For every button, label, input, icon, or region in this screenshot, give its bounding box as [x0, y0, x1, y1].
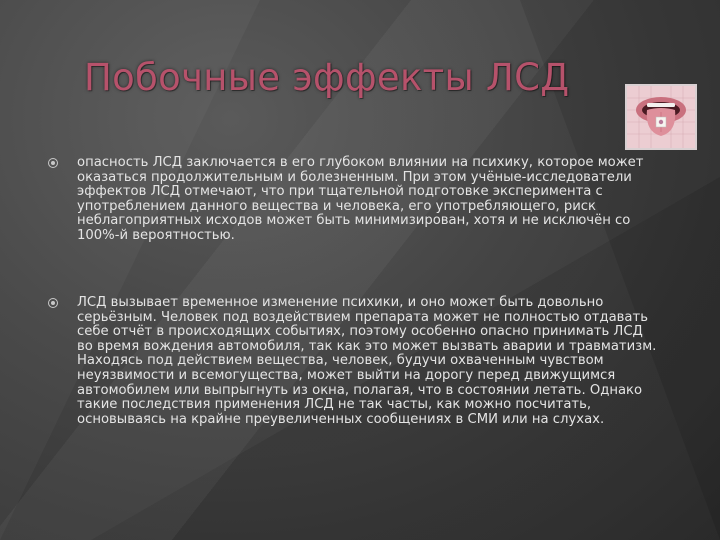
bullet-text: ЛСД вызывает временное изменение психики, и оно может быть довольно серьёзным. Человек под воздействием препарата может не полностью отдавать себе отчёт в происходящих событиях, поэтому особенно опасно принимать ЛСД во время вождения автомобиля, так как это может вызвать аварии и травматизм. Находясь под действием вещества, человек, будучи охваченным чувством неуязвимости и всемогущества, может выйти на дорогу перед движущимся автомобилем или выпрыгнуть из окна, полагая, что в состоянии летать. Однако такие последствия применения ЛСД не так часты, как можно посчитать, основываясь на крайне преувеличенных сообщениях в СМИ или на слухах. — [77, 295, 657, 427]
tongue-with-blotter-photo-icon — [625, 84, 697, 150]
slide-title: Побочные эффекты ЛСД — [84, 56, 570, 99]
bullet-marker-icon — [48, 298, 58, 308]
bullet-marker-icon — [48, 158, 58, 168]
bullet-text: опасность ЛСД заключается в его глубоком влиянии на психику, которое может оказаться продолжительным и болезненным. При этом учёные-исследователи эффектов ЛСД отмечают, что при тщательной подготовке эксперимента с употреблением данного вещества и человека, его употребляющего, риск неблагоприятных исходов может быть минимизирован, хотя и не исключён со 100%-й вероятностью. — [77, 155, 644, 243]
